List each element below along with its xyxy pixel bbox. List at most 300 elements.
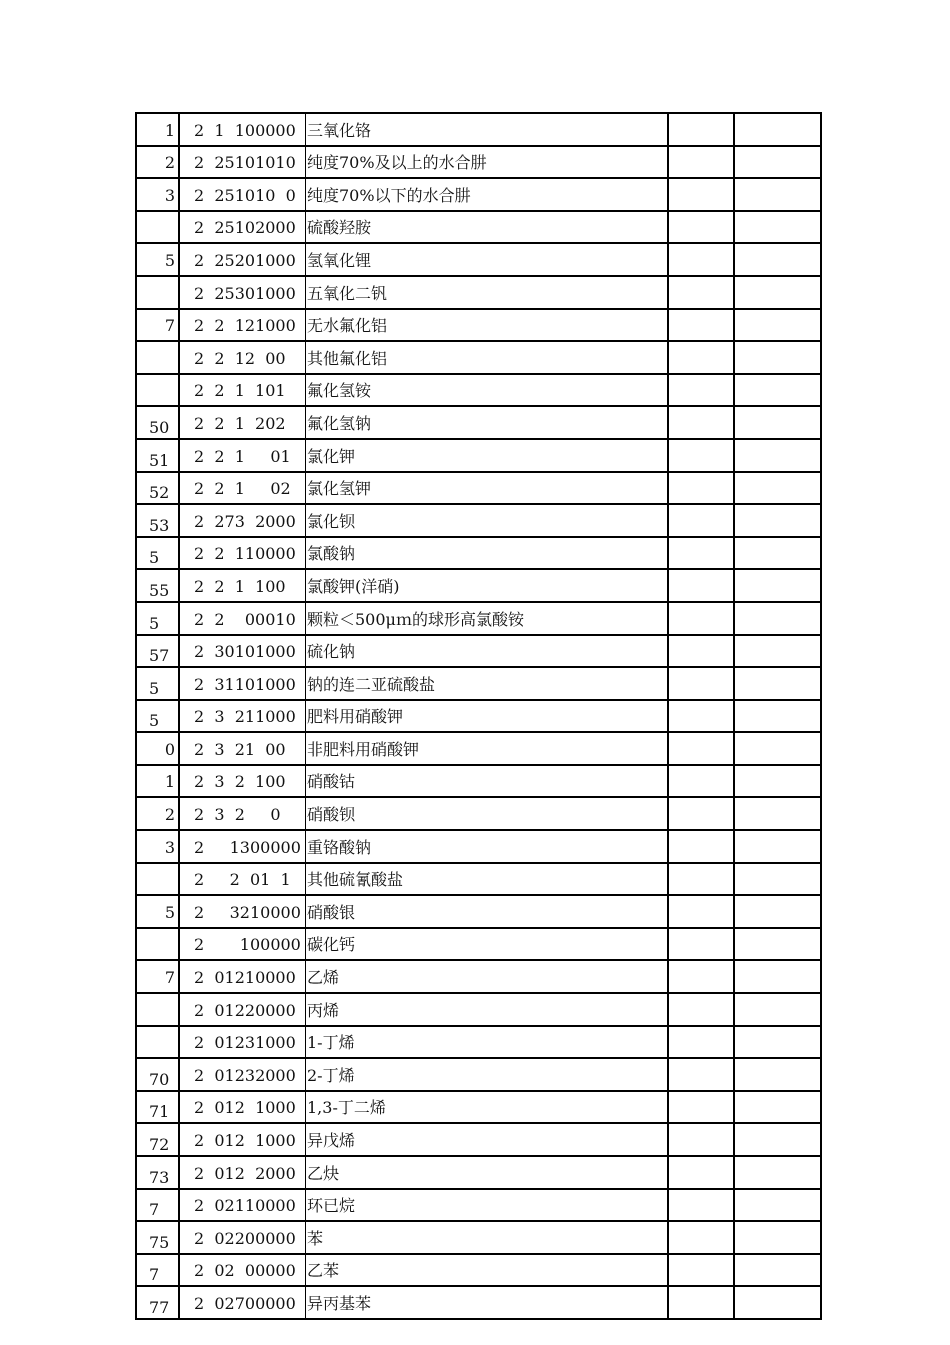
tariff-code-cell [179, 732, 306, 765]
tariff-code: 2 3 211000 [194, 707, 296, 727]
table-row [136, 178, 821, 211]
tariff-code-cell [179, 569, 306, 602]
empty-cell [668, 1254, 734, 1287]
table-row [136, 602, 821, 635]
tariff-code-cell [179, 700, 306, 733]
tariff-code: 2 012 2000 [194, 1163, 296, 1183]
empty-cell [668, 504, 734, 537]
row-number-cell [136, 1123, 179, 1156]
empty-cell [734, 1091, 821, 1124]
product-name: 硫酸羟胺 [307, 218, 372, 238]
row-number [137, 367, 178, 373]
product-name: 纯度70%及以上的水合肼 [307, 153, 487, 173]
tariff-code-cell [179, 797, 306, 830]
row-number [137, 399, 178, 405]
empty-cell [668, 928, 734, 961]
tariff-code-cell [179, 243, 306, 276]
row-number: 1 [164, 120, 175, 140]
product-name-cell [306, 1091, 669, 1124]
product-name-cell [306, 667, 669, 700]
row-number-cell [136, 830, 179, 863]
product-name: 氯化钾 [307, 446, 356, 466]
empty-cell [734, 700, 821, 733]
empty-cell [734, 1156, 821, 1189]
row-number: 5 [149, 711, 160, 731]
empty-cell [734, 635, 821, 668]
tariff-code: 2 30101000 [194, 642, 296, 662]
product-name: 2-丁烯 [307, 1065, 355, 1085]
table-row [136, 1156, 821, 1189]
product-name-cell [306, 243, 669, 276]
empty-cell [668, 1286, 734, 1319]
tariff-code: 2 1 100000 [194, 120, 296, 140]
empty-cell [734, 1026, 821, 1059]
tariff-code-cell [179, 1286, 306, 1319]
tariff-code: 2 2 1 02 [194, 479, 291, 499]
row-number-cell [136, 863, 179, 896]
tariff-code: 2 251010 0 [194, 185, 296, 205]
table-row [136, 309, 821, 342]
table-row [136, 1221, 821, 1254]
row-number: 1 [164, 772, 175, 792]
table-row [136, 406, 821, 439]
tariff-code-cell [179, 1058, 306, 1091]
table-row [136, 146, 821, 179]
row-number: 57 [149, 646, 170, 666]
product-name: 1-丁烯 [307, 1033, 355, 1053]
tariff-code-cell [179, 309, 306, 342]
tariff-code: 2 02200000 [194, 1228, 296, 1248]
product-name-cell [306, 1286, 669, 1319]
table-row [136, 243, 821, 276]
product-name: 三氧化铬 [307, 120, 372, 140]
row-number: 7 [149, 1200, 160, 1220]
row-number: 53 [149, 515, 170, 535]
product-name-cell [306, 797, 669, 830]
row-number-cell [136, 928, 179, 961]
row-number [137, 888, 178, 894]
product-name-cell [306, 439, 669, 472]
product-name: 异戊烯 [307, 1131, 356, 1150]
empty-cell [734, 406, 821, 439]
row-number-cell [136, 993, 179, 1026]
product-name: 其他硫氰酸盐 [307, 870, 404, 890]
product-name-cell [306, 928, 669, 961]
row-number-cell [136, 569, 179, 602]
product-name-cell [306, 537, 669, 570]
empty-cell [734, 732, 821, 765]
empty-cell [668, 243, 734, 276]
tariff-code: 2 2 110000 [194, 544, 296, 564]
empty-cell [734, 504, 821, 537]
empty-cell [734, 113, 821, 146]
table-row [136, 863, 821, 896]
tariff-code: 2 02700000 [194, 1293, 296, 1313]
empty-cell [734, 1058, 821, 1091]
table-row [136, 1254, 821, 1287]
row-number: 5 [164, 250, 175, 270]
product-name-cell [306, 1156, 669, 1189]
row-number: 71 [149, 1102, 170, 1122]
product-name-cell [306, 993, 669, 1026]
empty-cell [734, 439, 821, 472]
row-number-cell [136, 1026, 179, 1059]
table-row [136, 895, 821, 928]
tariff-code-cell [179, 1189, 306, 1222]
row-number-cell [136, 276, 179, 309]
row-number-cell [136, 1286, 179, 1319]
product-name-cell [306, 602, 669, 635]
tariff-code-cell [179, 1091, 306, 1124]
table-row [136, 1123, 821, 1156]
product-name-cell [306, 504, 669, 537]
row-number-cell [136, 667, 179, 700]
product-name-cell [306, 406, 669, 439]
tariff-code-cell [179, 635, 306, 668]
empty-cell [668, 635, 734, 668]
empty-cell [668, 830, 734, 863]
table-row [136, 504, 821, 537]
product-name: 环已烷 [307, 1196, 356, 1216]
row-number: 72 [149, 1135, 170, 1154]
tariff-code-cell [179, 341, 306, 374]
tariff-code: 2 012 1000 [194, 1098, 296, 1118]
product-name-cell [306, 1254, 669, 1287]
table-row [136, 667, 821, 700]
empty-cell [668, 1026, 734, 1059]
product-name: 肥料用硝酸钾 [307, 707, 404, 727]
row-number [137, 302, 178, 308]
row-number-cell [136, 1091, 179, 1124]
table-row [136, 341, 821, 374]
product-name: 氟化氢钠 [307, 413, 372, 433]
tariff-code: 2 012 1000 [194, 1131, 296, 1150]
table-row [136, 635, 821, 668]
table-row [136, 472, 821, 505]
row-number [137, 953, 178, 959]
tariff-code: 2 3 21 00 [194, 739, 286, 759]
row-number-cell [136, 439, 179, 472]
row-number: 2 [164, 153, 175, 173]
tariff-code-cell [179, 602, 306, 635]
empty-cell [734, 993, 821, 1026]
empty-cell [668, 178, 734, 211]
product-name: 钠的连二亚硫酸盐 [307, 674, 436, 694]
tariff-code: 2 25301000 [194, 283, 296, 303]
product-name: 乙炔 [307, 1163, 340, 1183]
tariff-code-cell [179, 178, 306, 211]
product-name: 非肥料用硝酸钾 [307, 739, 420, 759]
product-name: 重铬酸钠 [307, 837, 372, 857]
tariff-code: 2 2 00010 [194, 609, 296, 629]
table-row [136, 1091, 821, 1124]
product-name: 乙烯 [307, 968, 340, 988]
tariff-code-cell [179, 537, 306, 570]
empty-cell [668, 863, 734, 896]
tariff-code: 2 01232000 [194, 1065, 296, 1085]
product-name: 氯酸钠 [307, 544, 356, 564]
tariff-code-cell [179, 406, 306, 439]
row-number-cell [136, 765, 179, 798]
product-name-cell [306, 146, 669, 179]
empty-cell [734, 374, 821, 407]
tariff-code-cell [179, 146, 306, 179]
product-name: 颗粒＜500μｍ的球形高氯酸铵 [307, 609, 524, 629]
row-number-cell [136, 1058, 179, 1091]
empty-cell [668, 765, 734, 798]
tariff-code: 2 2 1 101 [194, 381, 286, 401]
row-number [137, 1051, 178, 1057]
tariff-code: 2 2 12 00 [194, 348, 286, 368]
product-name-cell [306, 276, 669, 309]
empty-cell [734, 1123, 821, 1156]
empty-cell [668, 341, 734, 374]
empty-cell [668, 472, 734, 505]
product-name: 硝酸钡 [307, 805, 356, 825]
empty-cell [734, 797, 821, 830]
tariff-code: 2 02110000 [194, 1196, 296, 1216]
row-number-cell [136, 635, 179, 668]
tariff-code: 2 2 1 01 [194, 446, 291, 466]
product-name: 五氧化二钒 [307, 283, 388, 303]
table-row [136, 960, 821, 993]
empty-cell [668, 1221, 734, 1254]
row-number-cell [136, 797, 179, 830]
row-number-cell [136, 341, 179, 374]
empty-cell [734, 765, 821, 798]
empty-cell [668, 276, 734, 309]
row-number: 55 [149, 580, 170, 600]
empty-cell [668, 374, 734, 407]
tariff-code: 2 3 2 100 [194, 772, 286, 792]
row-number: 75 [149, 1232, 170, 1252]
table-row [136, 928, 821, 961]
empty-cell [734, 1286, 821, 1319]
table-row [136, 569, 821, 602]
row-number-cell [136, 602, 179, 635]
empty-cell [668, 1091, 734, 1124]
product-name: 氢氧化锂 [307, 250, 372, 270]
row-number: 70 [149, 1069, 170, 1089]
product-name-cell [306, 309, 669, 342]
product-name-cell [306, 830, 669, 863]
tariff-code: 2 2 121000 [194, 316, 296, 336]
product-name-cell [306, 732, 669, 765]
tariff-code: 2 02 00000 [194, 1261, 296, 1281]
row-number: 51 [149, 450, 170, 470]
product-name-cell [306, 960, 669, 993]
empty-cell [734, 537, 821, 570]
product-name: 氯酸钾(洋硝) [307, 576, 400, 596]
tariff-code: 2 1300000 [194, 837, 301, 857]
table-row [136, 439, 821, 472]
empty-cell [668, 569, 734, 602]
row-number-cell [136, 732, 179, 765]
row-number-cell [136, 178, 179, 211]
empty-cell [668, 1189, 734, 1222]
table-row [136, 276, 821, 309]
empty-cell [668, 797, 734, 830]
product-name-cell [306, 700, 669, 733]
row-number-cell [136, 537, 179, 570]
tariff-code-cell [179, 667, 306, 700]
tariff-code-cell [179, 374, 306, 407]
tariff-code: 2 2 1 100 [194, 576, 286, 596]
empty-cell [734, 1221, 821, 1254]
row-number: 5 [149, 548, 160, 568]
tariff-code: 2 01210000 [194, 968, 296, 988]
tariff-code-cell [179, 1254, 306, 1287]
row-number: 2 [164, 805, 175, 825]
empty-cell [734, 960, 821, 993]
product-name-cell [306, 1189, 669, 1222]
table-row [136, 113, 821, 146]
tariff-code: 2 3 2 0 [194, 805, 281, 825]
tariff-code: 2 31101000 [194, 674, 296, 694]
empty-cell [668, 1123, 734, 1156]
tariff-code: 2 25101010 [194, 153, 296, 173]
product-name: 碳化钙 [307, 935, 356, 955]
table-row [136, 732, 821, 765]
tariff-code: 2 01220000 [194, 1000, 296, 1020]
product-name-cell [306, 863, 669, 896]
row-number-cell [136, 1254, 179, 1287]
empty-cell [734, 928, 821, 961]
empty-cell [734, 178, 821, 211]
product-name: 苯 [307, 1228, 324, 1248]
row-number: 3 [164, 837, 175, 857]
tariff-code-cell [179, 830, 306, 863]
empty-cell [668, 960, 734, 993]
table-row [136, 374, 821, 407]
product-name: 氯化钡 [307, 511, 356, 531]
row-number: 3 [164, 185, 175, 205]
table-row [136, 1286, 821, 1319]
row-number-cell [136, 700, 179, 733]
row-number: 5 [149, 613, 160, 633]
empty-cell [668, 439, 734, 472]
product-name: 硝酸钴 [307, 772, 356, 792]
row-number-cell [136, 374, 179, 407]
table-row [136, 1058, 821, 1091]
row-number-cell [136, 243, 179, 276]
empty-cell [734, 602, 821, 635]
empty-cell [734, 211, 821, 244]
table-row [136, 1026, 821, 1059]
row-number-cell [136, 113, 179, 146]
tariff-code: 2 25102000 [194, 218, 296, 238]
table-row [136, 993, 821, 1026]
product-name-cell [306, 341, 669, 374]
empty-cell [734, 1189, 821, 1222]
row-number-cell [136, 1221, 179, 1254]
empty-cell [734, 895, 821, 928]
table-row [136, 211, 821, 244]
tariff-code-cell [179, 439, 306, 472]
row-number: 7 [164, 968, 175, 988]
product-name-cell [306, 635, 669, 668]
tariff-code-cell [179, 504, 306, 537]
empty-cell [734, 276, 821, 309]
row-number: 73 [149, 1167, 170, 1187]
empty-cell [734, 863, 821, 896]
tariff-code-cell [179, 211, 306, 244]
empty-cell [668, 993, 734, 1026]
row-number: 7 [149, 1265, 160, 1285]
product-name-cell [306, 569, 669, 602]
empty-cell [668, 309, 734, 342]
row-number [137, 236, 178, 242]
empty-cell [734, 667, 821, 700]
tariff-code: 2 25201000 [194, 250, 296, 270]
row-number: 7 [164, 316, 175, 336]
product-name: 纯度70%以下的水合肼 [307, 185, 471, 205]
table-body [136, 113, 821, 1319]
empty-cell [734, 309, 821, 342]
product-name: 乙苯 [307, 1261, 340, 1281]
product-name-cell [306, 1026, 669, 1059]
tariff-code-cell [179, 472, 306, 505]
tariff-code-cell [179, 993, 306, 1026]
empty-cell [734, 1254, 821, 1287]
row-number-cell [136, 211, 179, 244]
product-name-cell [306, 1123, 669, 1156]
product-name: 其他氟化铝 [307, 348, 388, 368]
tariff-code: 2 273 2000 [194, 511, 296, 531]
row-number: 5 [164, 902, 175, 922]
product-name-cell [306, 472, 669, 505]
table-row [136, 537, 821, 570]
table-row [136, 765, 821, 798]
empty-cell [734, 569, 821, 602]
product-name-cell [306, 1058, 669, 1091]
empty-cell [668, 667, 734, 700]
tariff-code-cell [179, 1221, 306, 1254]
product-name-cell [306, 765, 669, 798]
row-number-cell [136, 1189, 179, 1222]
empty-cell [668, 537, 734, 570]
product-name: 无水氟化铝 [307, 316, 388, 336]
table-row [136, 797, 821, 830]
empty-cell [734, 830, 821, 863]
product-name-cell [306, 113, 669, 146]
row-number: 50 [149, 417, 170, 437]
empty-cell [668, 1058, 734, 1091]
product-name-cell [306, 1221, 669, 1254]
empty-cell [668, 146, 734, 179]
product-name-cell [306, 178, 669, 211]
tariff-code-cell [179, 1123, 306, 1156]
row-number-cell [136, 960, 179, 993]
row-number-cell [136, 472, 179, 505]
empty-cell [734, 243, 821, 276]
product-name: 丙烯 [307, 1000, 340, 1020]
row-number: 52 [149, 483, 170, 503]
tariff-code-cell [179, 1156, 306, 1189]
product-name: 异丙基苯 [307, 1293, 372, 1313]
tariff-code: 2 3210000 [194, 902, 301, 922]
row-number-cell [136, 895, 179, 928]
tariff-code-cell [179, 765, 306, 798]
empty-cell [668, 700, 734, 733]
tariff-code-cell [179, 895, 306, 928]
empty-cell [734, 341, 821, 374]
product-name: 氟化氢铵 [307, 381, 372, 401]
product-name-cell [306, 211, 669, 244]
row-number: 0 [164, 739, 175, 759]
tariff-code-cell [179, 928, 306, 961]
row-number-cell [136, 1156, 179, 1189]
